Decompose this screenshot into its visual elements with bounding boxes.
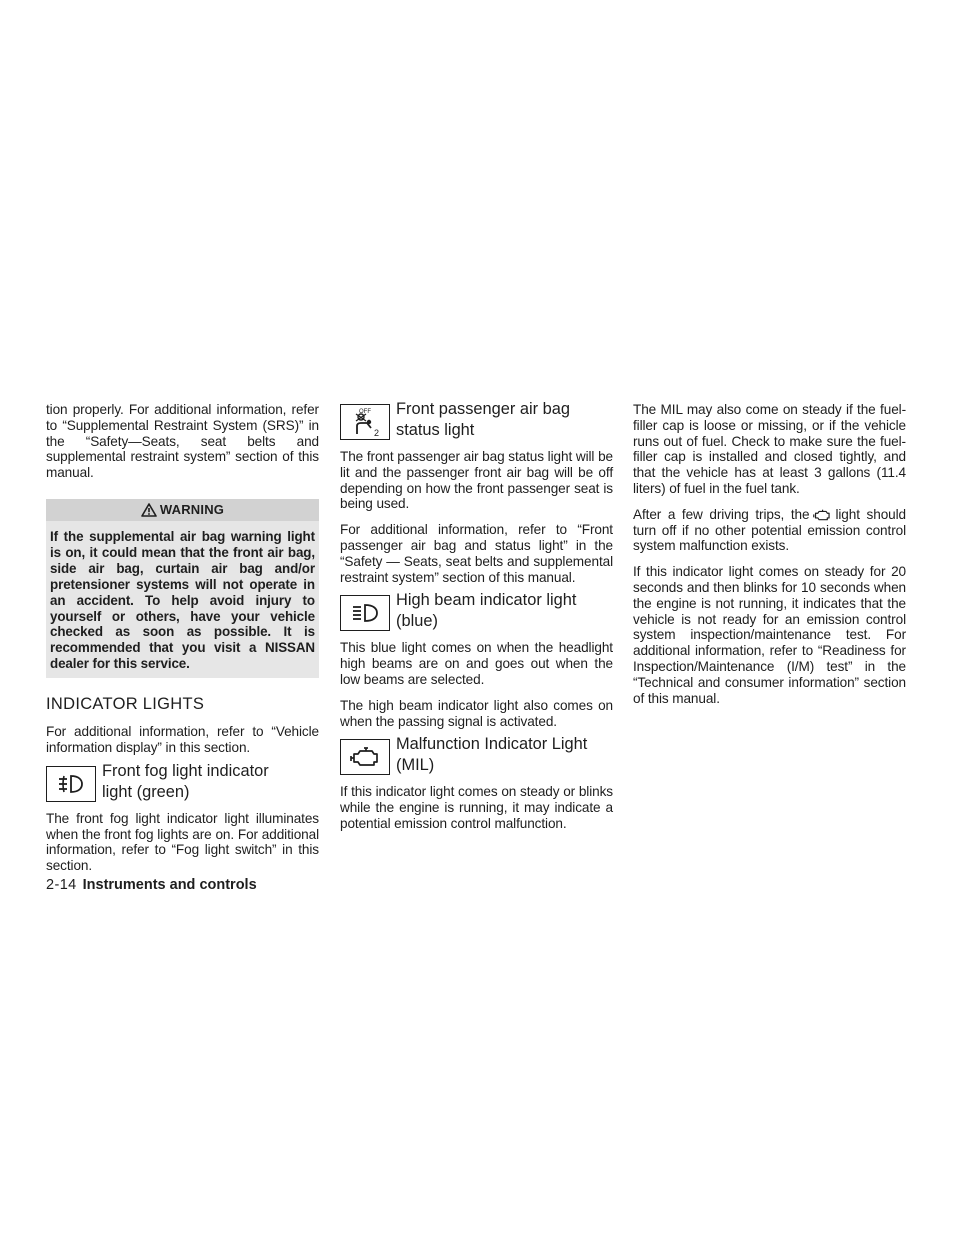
- mil-heading: [340, 735, 613, 776]
- warning-box: [46, 499, 319, 678]
- high-beam-icon: [340, 595, 390, 631]
- page-number: 2-14: [46, 877, 77, 893]
- mil-paragraph-2: [633, 507, 906, 554]
- airbag-title-line2: status light: [396, 421, 475, 439]
- front-fog-light-icon: [46, 766, 96, 802]
- airbag-heading: [340, 400, 613, 441]
- footer-section-title: Instruments and controls: [82, 877, 257, 893]
- column-1: [46, 402, 319, 884]
- airbag-title: [396, 399, 570, 441]
- high-beam-title-line2: (blue): [396, 612, 438, 631]
- passenger-airbag-off-icon: [340, 404, 390, 440]
- engine-check-inline-icon: [812, 508, 832, 522]
- mil-title: [396, 734, 587, 776]
- mil-paragraph-2-before: After a few driving trips, the: [633, 506, 810, 522]
- mil-title-line2: (MIL): [396, 756, 435, 775]
- mil-paragraph-2-after: light should turn off if no other potential emission control system malfunction exists.: [633, 506, 906, 554]
- column-2: [340, 402, 613, 842]
- airbag-text-1: The front passenger air bag status light will be lit and the passenger front air bag will be off depending on how the front passenger seat is being used.: [340, 449, 613, 512]
- warning-header: [46, 499, 319, 521]
- intro-paragraph: tion properly. For additional information, refer to “Supplemental Restraint System (SRS)” in the “Safety—Seats, seat belts and supplemental restraint system” section of this manual.: [46, 402, 319, 481]
- airbag-text-2: For additional information, refer to “Front passenger air bag and status light” in the “Safety — Seats, seat belts and supplemental restraint system” section of this manual.: [340, 522, 613, 585]
- fog-light-title-line1: Front fog light indicator: [102, 761, 269, 780]
- engine-check-icon: [340, 739, 390, 775]
- warning-triangle-icon: [141, 503, 157, 517]
- warning-text: If the supplemental air bag warning light is on, it could mean that the front air bag, side air bag, curtain air bag and/or pretensioner systems will not operate in an accident. To help avoid injury to yourself or others, have your vehicle checked as soon as possible. It is recommended that you visit a NISSAN dealer for this service.: [50, 528, 315, 672]
- high-beam-title-line1: High beam indicator light: [396, 591, 577, 610]
- mil-paragraph-3: If this indicator light comes on steady for 20 seconds and then blinks for 10 seconds when the engine is not running, it indicates that the vehicle is not ready for an emission control system inspection/maintenance test. For additional information, refer to “Readiness for Inspection/Maintenance (I/M) test” in the “Technical and consumer information” section of this manual.: [633, 564, 906, 706]
- section-heading: INDICATOR LIGHTS: [46, 695, 205, 714]
- fog-light-heading: [46, 761, 319, 803]
- page-footer: [46, 877, 257, 893]
- fog-light-text: The front fog light indicator light illuminates when the front fog lights are on. For additional information, refer to “Fog light switch” in this section.: [46, 810, 319, 874]
- airbag-icon-off-label: OFF: [359, 409, 371, 415]
- mil-title-line1: Malfunction Indicator Light: [396, 735, 588, 754]
- warning-label: WARNING: [159, 502, 225, 518]
- fog-light-title-line2: light (green): [102, 782, 190, 801]
- mil-paragraph-1: The MIL may also come on steady if the fuel-filler cap is loose or missing, or if the vehicle runs out of fuel. Check to make sure the fuel-filler cap is installed and closed tightly, and that the vehicle has at least 3 gallons (11.4 liters) of fuel in the fuel tank.: [633, 402, 906, 496]
- high-beam-text-1: This blue light comes on when the headlight high beams are on and goes out when the low beams are selected.: [340, 640, 613, 687]
- indicator-intro: For additional information, refer to “Vehicle information display” in this section.: [46, 724, 319, 755]
- airbag-icon-number: 2: [374, 428, 380, 438]
- high-beam-heading: [340, 591, 613, 632]
- high-beam-text-2: The high beam indicator light also comes on when the passing signal is activated.: [340, 697, 613, 729]
- high-beam-title: [396, 590, 576, 632]
- airbag-title-line1: Front passenger air bag: [396, 400, 571, 418]
- column-3: [633, 402, 906, 716]
- mil-text: If this indicator light comes on steady or blinks while the engine is running, it may indicate a potential emission control malfunction.: [340, 784, 613, 831]
- fog-light-title: [102, 761, 269, 803]
